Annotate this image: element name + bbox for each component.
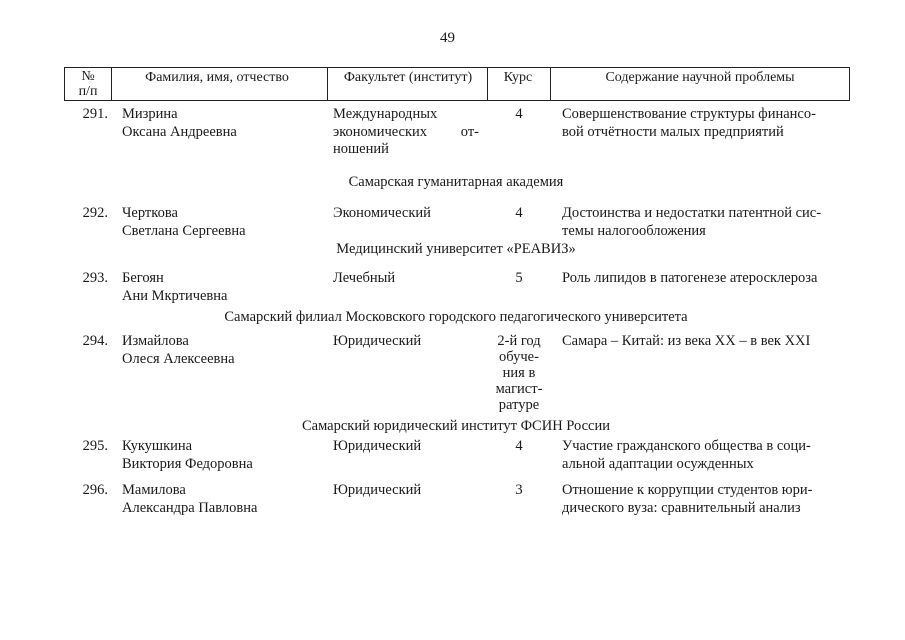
surname: Мамилова <box>122 482 186 498</box>
surname: Черткова <box>122 205 178 221</box>
topic-line <box>562 438 844 456</box>
header-num <box>65 69 111 101</box>
topic-line <box>562 482 844 500</box>
course: 4 <box>515 205 523 221</box>
course-line: ния в <box>502 365 536 381</box>
surname: Мизрина <box>122 106 178 122</box>
given-names: Оксана Андреевна <box>122 123 237 140</box>
course: 4 <box>515 106 523 122</box>
topic-line: дического вуза: сравнительный анализ <box>562 499 801 516</box>
row-number: 296. <box>82 482 108 498</box>
topic-line <box>562 106 844 124</box>
given-names: Александра Павловна <box>122 499 258 516</box>
student-name <box>122 106 322 141</box>
faculty: Экономический <box>333 205 431 221</box>
course: 3 <box>515 482 523 498</box>
given-names: Светлана Сергеевна <box>122 222 246 239</box>
faculty: Юридический <box>333 482 422 498</box>
row-number: 295. <box>82 438 108 454</box>
course-line: магист- <box>495 381 543 397</box>
given-names: Виктория Федоровна <box>122 455 253 472</box>
topic-line: Достоинства и недостатки патентной сис- <box>562 205 822 221</box>
faculty: Лечебный <box>333 270 396 286</box>
given-names: Олеся Алексеевна <box>122 350 235 367</box>
topic-text: Участие гражданского общества в соци- <box>562 438 811 454</box>
header-num-line2: п/п <box>78 84 98 99</box>
row-number: 294. <box>82 333 108 349</box>
student-name <box>122 438 322 473</box>
faculty-line: ношений <box>333 141 389 157</box>
row-number: 292. <box>82 205 108 221</box>
surname: Кукушкина <box>122 438 193 454</box>
header-topic: Содержание научной проблемы <box>605 70 795 85</box>
faculty: Юридический <box>333 438 422 454</box>
header-faculty: Факультет (институт) <box>343 70 473 85</box>
faculty-word: экономических <box>333 123 428 140</box>
student-name <box>122 205 322 240</box>
research-topic <box>562 482 844 517</box>
research-topic: Самара – Китай: из века XX – в век XXI <box>562 333 811 349</box>
header-name: Фамилия, имя, отчество <box>145 70 289 85</box>
header-num-line1: № <box>81 69 95 84</box>
given-names: Ани Мкртичевна <box>122 287 228 304</box>
section-heading: Медицинский университет «РЕАВИЗ» <box>336 241 576 257</box>
topic-line: темы налогообложения <box>562 222 706 239</box>
research-topic <box>562 205 844 240</box>
faculty-word: от- <box>460 123 479 140</box>
course: 5 <box>515 270 523 286</box>
course <box>486 333 552 413</box>
surname: Бегоян <box>122 270 164 286</box>
research-topic <box>562 106 844 141</box>
section-heading: Самарский юридический институт ФСИН России <box>302 418 610 434</box>
faculty: Юридический <box>333 333 422 349</box>
topic-line: вой отчётности малых предприятий <box>562 123 784 140</box>
student-name <box>122 482 322 517</box>
student-name <box>122 333 322 368</box>
header-course: Курс <box>503 70 533 85</box>
faculty-line <box>333 124 479 142</box>
research-topic: Роль липидов в патогенезе атеросклероза <box>562 270 818 286</box>
topic-text: Совершенствование структуры финансо- <box>562 106 816 122</box>
surname: Измайлова <box>122 333 189 349</box>
row-number: 293. <box>82 270 108 286</box>
course-line: 2-й год <box>497 333 541 349</box>
page-number: 49 <box>440 30 455 46</box>
student-name <box>122 270 322 305</box>
topic-text: Отношение к коррупции студентов юри- <box>562 482 813 498</box>
course-line: обуче- <box>499 349 539 365</box>
table-header <box>64 67 850 101</box>
course: 4 <box>515 438 523 454</box>
research-topic <box>562 438 844 473</box>
topic-line: альной адаптации осужденных <box>562 455 754 472</box>
faculty-line: Международных <box>333 106 438 122</box>
section-heading: Самарская гуманитарная академия <box>348 174 564 190</box>
section-heading: Самарский филиал Московского городского педагогического университета <box>224 309 688 325</box>
faculty <box>333 106 479 159</box>
row-number: 291. <box>82 106 108 122</box>
course-line: ратуре <box>498 397 540 413</box>
